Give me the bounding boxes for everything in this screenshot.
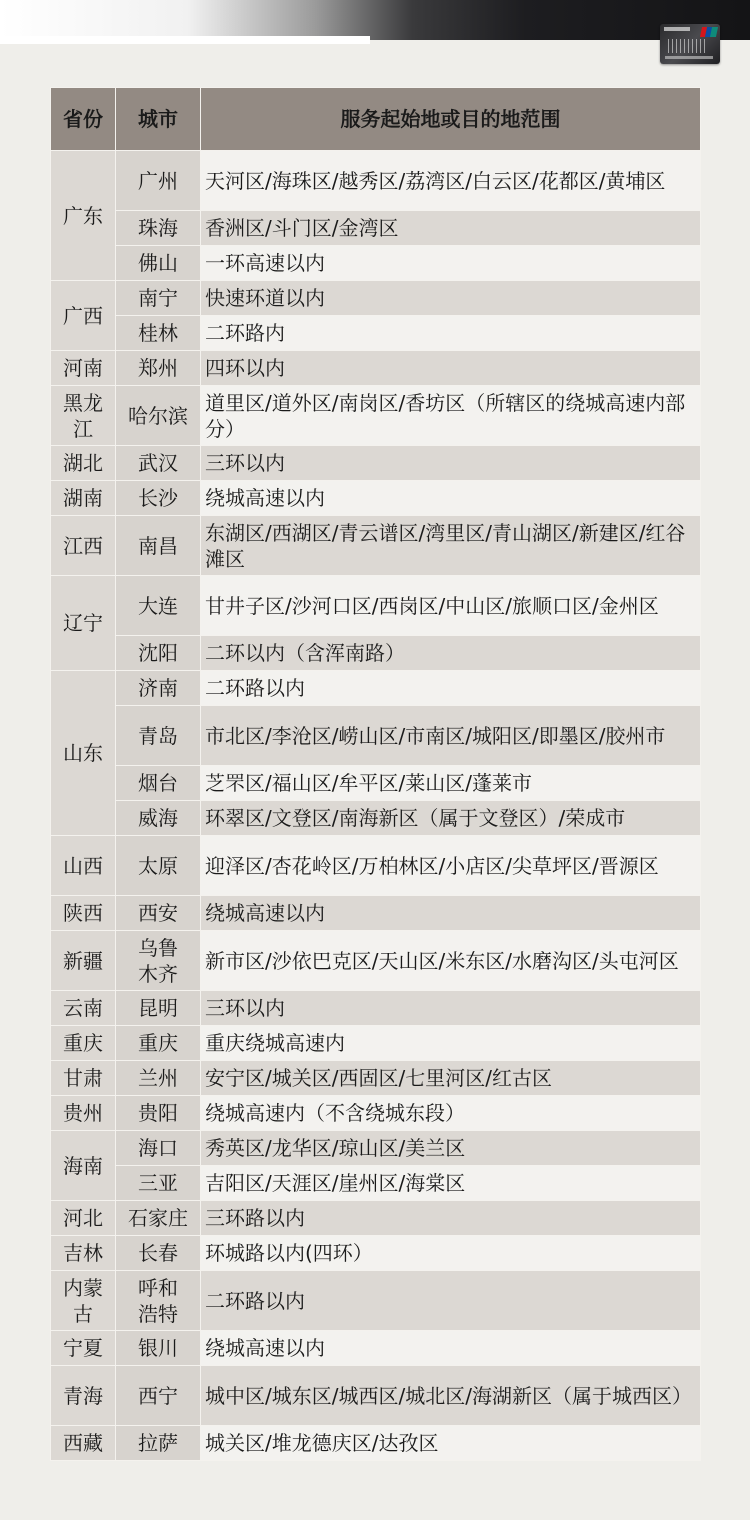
service-area-table bbox=[50, 87, 701, 1461]
area-cell: 芝罘区/福山区/牟平区/莱山区/蓬莱市 bbox=[201, 766, 701, 801]
table-row bbox=[51, 836, 701, 896]
province-cell: 陕西 bbox=[51, 896, 116, 931]
area-cell: 新市区/沙依巴克区/天山区/米东区/水磨沟区/头屯河区 bbox=[201, 931, 701, 991]
city-cell: 武汉 bbox=[116, 446, 201, 481]
city-cell: 大连 bbox=[116, 576, 201, 636]
city-cell: 呼和浩特 bbox=[116, 1271, 201, 1331]
city-cell: 沈阳 bbox=[116, 636, 201, 671]
table-row bbox=[51, 351, 701, 386]
city-cell: 拉萨 bbox=[116, 1426, 201, 1461]
province-cell: 湖北 bbox=[51, 446, 116, 481]
area-cell: 迎泽区/杏花岭区/万柏林区/小店区/尖草坪区/晋源区 bbox=[201, 836, 701, 896]
city-cell: 珠海 bbox=[116, 211, 201, 246]
area-cell: 城关区/堆龙德庆区/达孜区 bbox=[201, 1426, 701, 1461]
table-row bbox=[51, 576, 701, 636]
city-cell: 乌鲁木齐 bbox=[116, 931, 201, 991]
table-row bbox=[51, 316, 701, 351]
table-row bbox=[51, 281, 701, 316]
table-row bbox=[51, 1201, 701, 1236]
area-cell: 天河区/海珠区/越秀区/荔湾区/白云区/花都区/黄埔区 bbox=[201, 151, 701, 211]
table-row bbox=[51, 766, 701, 801]
city-cell: 兰州 bbox=[116, 1061, 201, 1096]
table-row bbox=[51, 386, 701, 446]
city-cell: 济南 bbox=[116, 671, 201, 706]
city-cell: 桂林 bbox=[116, 316, 201, 351]
city-cell: 银川 bbox=[116, 1331, 201, 1366]
city-cell: 广州 bbox=[116, 151, 201, 211]
area-cell: 东湖区/西湖区/青云谱区/湾里区/青山湖区/新建区/红谷滩区 bbox=[201, 516, 701, 576]
province-cell: 内蒙古 bbox=[51, 1271, 116, 1331]
area-cell: 环翠区/文登区/南海新区（属于文登区）/荣成市 bbox=[201, 801, 701, 836]
province-cell: 山西 bbox=[51, 836, 116, 896]
header-area: 服务起始地或目的地范围 bbox=[201, 88, 701, 151]
city-cell: 海口 bbox=[116, 1131, 201, 1166]
table-row bbox=[51, 931, 701, 991]
province-cell: 广西 bbox=[51, 281, 116, 351]
area-cell: 三环以内 bbox=[201, 991, 701, 1026]
city-cell: 南昌 bbox=[116, 516, 201, 576]
card-skyline-graphic bbox=[668, 39, 708, 53]
province-cell: 黑龙江 bbox=[51, 386, 116, 446]
area-cell: 吉阳区/天涯区/崖州区/海棠区 bbox=[201, 1166, 701, 1201]
table-row bbox=[51, 1096, 701, 1131]
header-city: 城市 bbox=[116, 88, 201, 151]
table-row bbox=[51, 706, 701, 766]
city-cell: 长沙 bbox=[116, 481, 201, 516]
table-row bbox=[51, 801, 701, 836]
area-cell: 道里区/道外区/南岗区/香坊区（所辖区的绕城高速内部分） bbox=[201, 386, 701, 446]
table-row bbox=[51, 516, 701, 576]
area-cell: 市北区/李沧区/崂山区/市南区/城阳区/即墨区/胶州市 bbox=[201, 706, 701, 766]
card-brand-text bbox=[664, 27, 690, 31]
table-row bbox=[51, 1426, 701, 1461]
province-cell: 贵州 bbox=[51, 1096, 116, 1131]
province-cell: 云南 bbox=[51, 991, 116, 1026]
province-cell: 广东 bbox=[51, 151, 116, 281]
table-header-row bbox=[51, 88, 701, 151]
table-row bbox=[51, 1236, 701, 1271]
area-cell: 一环高速以内 bbox=[201, 246, 701, 281]
area-cell: 重庆绕城高速内 bbox=[201, 1026, 701, 1061]
table-row bbox=[51, 151, 701, 211]
province-cell: 辽宁 bbox=[51, 576, 116, 671]
province-cell: 甘肃 bbox=[51, 1061, 116, 1096]
table-row bbox=[51, 636, 701, 671]
area-cell: 绕城高速以内 bbox=[201, 896, 701, 931]
area-cell: 四环以内 bbox=[201, 351, 701, 386]
table-row bbox=[51, 446, 701, 481]
area-cell: 二环路以内 bbox=[201, 671, 701, 706]
province-cell: 宁夏 bbox=[51, 1331, 116, 1366]
table-row bbox=[51, 1271, 701, 1331]
bank-card-image bbox=[660, 24, 720, 64]
province-cell: 河北 bbox=[51, 1201, 116, 1236]
area-cell: 二环路内 bbox=[201, 316, 701, 351]
area-cell: 快速环道以内 bbox=[201, 281, 701, 316]
table-row bbox=[51, 896, 701, 931]
city-cell: 重庆 bbox=[116, 1026, 201, 1061]
unionpay-logo-icon bbox=[701, 27, 717, 37]
province-cell: 江西 bbox=[51, 516, 116, 576]
city-cell: 南宁 bbox=[116, 281, 201, 316]
area-cell: 城中区/城东区/城西区/城北区/海湖新区（属于城西区） bbox=[201, 1366, 701, 1426]
table-row bbox=[51, 1366, 701, 1426]
city-cell: 长春 bbox=[116, 1236, 201, 1271]
card-text-strip bbox=[665, 56, 713, 59]
city-cell: 西安 bbox=[116, 896, 201, 931]
area-cell: 甘井子区/沙河口区/西岗区/中山区/旅顺口区/金州区 bbox=[201, 576, 701, 636]
table-row bbox=[51, 1166, 701, 1201]
header-province: 省份 bbox=[51, 88, 116, 151]
table-row bbox=[51, 991, 701, 1026]
area-cell: 二环以内（含浑南路） bbox=[201, 636, 701, 671]
table-row bbox=[51, 246, 701, 281]
area-cell: 绕城高速内（不含绕城东段） bbox=[201, 1096, 701, 1131]
province-cell: 海南 bbox=[51, 1131, 116, 1201]
table-row bbox=[51, 1026, 701, 1061]
province-cell: 山东 bbox=[51, 671, 116, 836]
table-row bbox=[51, 481, 701, 516]
city-cell: 佛山 bbox=[116, 246, 201, 281]
city-cell: 贵阳 bbox=[116, 1096, 201, 1131]
province-cell: 新疆 bbox=[51, 931, 116, 991]
area-cell: 环城路以内(四环） bbox=[201, 1236, 701, 1271]
table-row bbox=[51, 211, 701, 246]
province-cell: 吉林 bbox=[51, 1236, 116, 1271]
province-cell: 河南 bbox=[51, 351, 116, 386]
city-cell: 太原 bbox=[116, 836, 201, 896]
city-cell: 青岛 bbox=[116, 706, 201, 766]
province-cell: 重庆 bbox=[51, 1026, 116, 1061]
area-cell: 秀英区/龙华区/琼山区/美兰区 bbox=[201, 1131, 701, 1166]
area-cell: 绕城高速以内 bbox=[201, 1331, 701, 1366]
table-body bbox=[51, 151, 701, 1461]
area-cell: 香洲区/斗门区/金湾区 bbox=[201, 211, 701, 246]
area-cell: 二环路以内 bbox=[201, 1271, 701, 1331]
table-row bbox=[51, 1331, 701, 1366]
table-row bbox=[51, 1131, 701, 1166]
top-banner-edge bbox=[0, 36, 370, 44]
table-row bbox=[51, 1061, 701, 1096]
city-cell: 三亚 bbox=[116, 1166, 201, 1201]
area-cell: 安宁区/城关区/西固区/七里河区/红古区 bbox=[201, 1061, 701, 1096]
city-cell: 威海 bbox=[116, 801, 201, 836]
city-cell: 烟台 bbox=[116, 766, 201, 801]
province-cell: 湖南 bbox=[51, 481, 116, 516]
table-row bbox=[51, 671, 701, 706]
city-cell: 哈尔滨 bbox=[116, 386, 201, 446]
area-cell: 三环路以内 bbox=[201, 1201, 701, 1236]
province-cell: 青海 bbox=[51, 1366, 116, 1426]
area-cell: 绕城高速以内 bbox=[201, 481, 701, 516]
province-cell: 西藏 bbox=[51, 1426, 116, 1461]
city-cell: 郑州 bbox=[116, 351, 201, 386]
city-cell: 石家庄 bbox=[116, 1201, 201, 1236]
top-banner bbox=[0, 0, 750, 40]
city-cell: 昆明 bbox=[116, 991, 201, 1026]
city-cell: 西宁 bbox=[116, 1366, 201, 1426]
area-cell: 三环以内 bbox=[201, 446, 701, 481]
